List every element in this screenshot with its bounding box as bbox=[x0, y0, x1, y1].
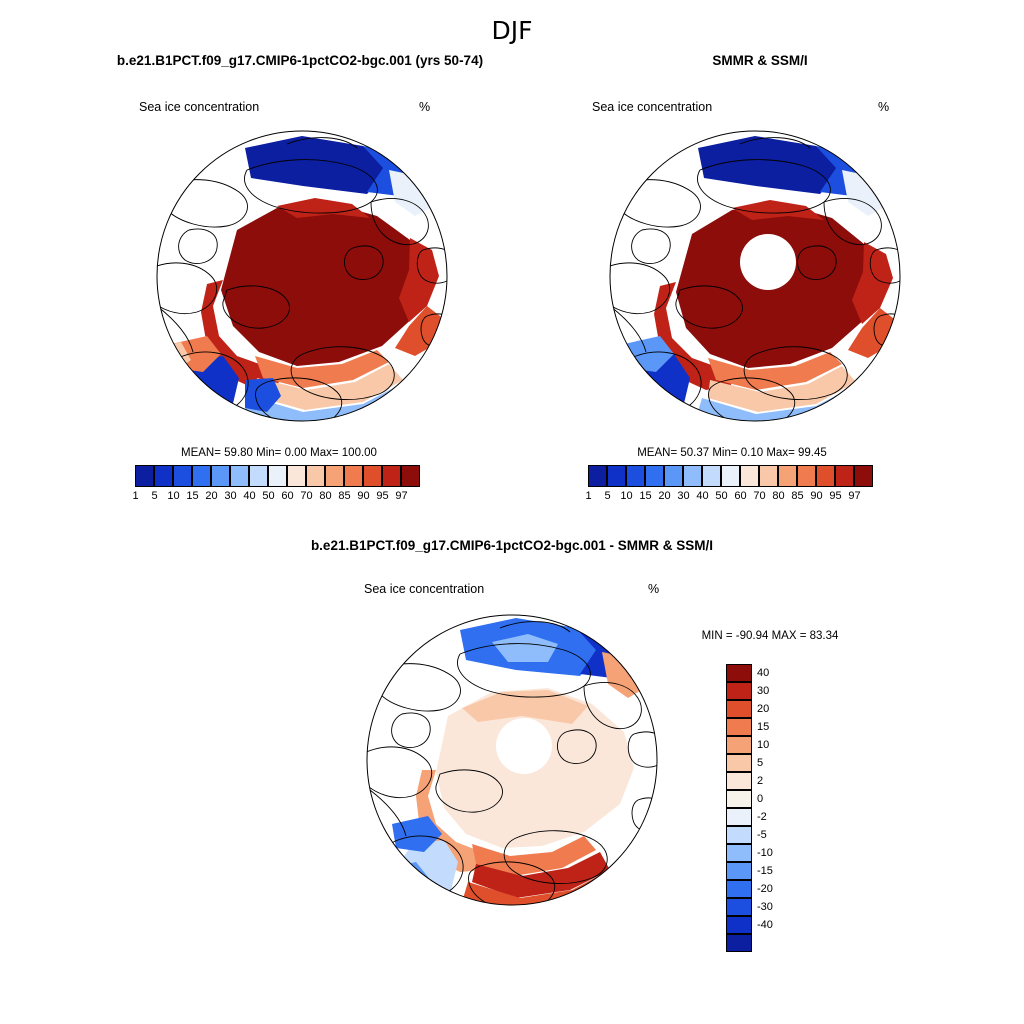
colorbar-obs bbox=[585, 465, 873, 502]
tick: 60 bbox=[734, 490, 747, 502]
colorbar-difference-row bbox=[726, 790, 773, 808]
colorbar-model bbox=[132, 465, 420, 502]
figure-title: DJF bbox=[491, 16, 533, 45]
tick: 50 bbox=[262, 490, 275, 502]
tick: 15 bbox=[639, 490, 652, 502]
tick: -5 bbox=[757, 829, 767, 841]
colorbar-difference-row bbox=[726, 682, 773, 700]
tick: 97 bbox=[395, 490, 408, 502]
tick: -20 bbox=[757, 883, 773, 895]
colorbar-difference-row bbox=[726, 736, 773, 754]
tick: 5 bbox=[757, 757, 764, 769]
panel-stats-difference: MIN = -90.94 MAX = 83.34 bbox=[701, 630, 839, 642]
tick: 60 bbox=[281, 490, 294, 502]
panel-title-obs: SMMR & SSM/I bbox=[712, 53, 808, 68]
colorbar-obs-cells bbox=[588, 465, 873, 487]
tick: 2 bbox=[757, 775, 764, 787]
tick: 5 bbox=[151, 490, 158, 502]
panel-units-label-model: % bbox=[419, 100, 431, 114]
tick: 70 bbox=[300, 490, 313, 502]
tick: -15 bbox=[757, 865, 773, 877]
panel-stats-obs: MEAN= 50.37 Min= 0.10 Max= 99.45 bbox=[637, 447, 827, 459]
colorbar-difference-row bbox=[726, 844, 773, 862]
tick: -30 bbox=[757, 901, 773, 913]
map-model bbox=[127, 130, 477, 430]
tick: 70 bbox=[753, 490, 766, 502]
panel-stats-model: MEAN= 59.80 Min= 0.00 Max= 100.00 bbox=[181, 447, 377, 459]
tick: 90 bbox=[357, 490, 370, 502]
tick: 40 bbox=[696, 490, 709, 502]
tick: -2 bbox=[757, 811, 767, 823]
tick: -40 bbox=[757, 919, 773, 931]
colorbar-obs-ticks bbox=[579, 490, 873, 502]
tick: 15 bbox=[186, 490, 199, 502]
tick: 95 bbox=[829, 490, 842, 502]
tick: 85 bbox=[338, 490, 351, 502]
tick: 30 bbox=[224, 490, 237, 502]
tick: 1 bbox=[132, 490, 139, 502]
tick: 40 bbox=[757, 667, 770, 679]
tick: 50 bbox=[715, 490, 728, 502]
panel-title-difference: b.e21.B1PCT.f09_g17.CMIP6-1pctCO2-bgc.001 - SMMR & SSM/I bbox=[310, 538, 714, 553]
panel-variable-label-model: Sea ice concentration bbox=[139, 100, 260, 114]
colorbar-difference-row bbox=[726, 772, 773, 790]
map-obs bbox=[580, 130, 930, 430]
colorbar-difference-row bbox=[726, 808, 773, 826]
panel-units-label-difference: % bbox=[648, 582, 660, 596]
colorbar-difference bbox=[726, 664, 773, 952]
tick: 20 bbox=[658, 490, 671, 502]
tick: 80 bbox=[319, 490, 332, 502]
tick: 80 bbox=[772, 490, 785, 502]
tick: 1 bbox=[585, 490, 592, 502]
tick: 10 bbox=[620, 490, 633, 502]
colorbar-difference-row bbox=[726, 934, 773, 952]
tick: 10 bbox=[757, 739, 770, 751]
panel-units-label-obs: % bbox=[878, 100, 890, 114]
panel-variable-label-difference: Sea ice concentration bbox=[364, 582, 485, 596]
tick: 95 bbox=[376, 490, 389, 502]
colorbar-difference-row bbox=[726, 826, 773, 844]
tick: 90 bbox=[810, 490, 823, 502]
tick: 30 bbox=[677, 490, 690, 502]
colorbar-difference-row bbox=[726, 664, 773, 682]
tick: 20 bbox=[757, 703, 770, 715]
colorbar-difference-row bbox=[726, 880, 773, 898]
tick: 85 bbox=[791, 490, 804, 502]
tick: 5 bbox=[604, 490, 611, 502]
tick: 97 bbox=[848, 490, 861, 502]
colorbar-model-cells bbox=[135, 465, 420, 487]
panel-title-model: b.e21.B1PCT.f09_g17.CMIP6-1pctCO2-bgc.001 (yrs 50-74) bbox=[116, 53, 484, 68]
tick: 40 bbox=[243, 490, 256, 502]
tick: 0 bbox=[757, 793, 764, 805]
tick: -10 bbox=[757, 847, 773, 859]
tick: 10 bbox=[167, 490, 180, 502]
colorbar-difference-row bbox=[726, 862, 773, 880]
colorbar-model-ticks bbox=[126, 490, 420, 502]
tick: 30 bbox=[757, 685, 770, 697]
colorbar-difference-row bbox=[726, 718, 773, 736]
colorbar-difference-row bbox=[726, 898, 773, 916]
map-difference bbox=[352, 612, 682, 912]
panel-variable-label-obs: Sea ice concentration bbox=[592, 100, 713, 114]
tick: 20 bbox=[205, 490, 218, 502]
colorbar-difference-row bbox=[726, 916, 773, 934]
colorbar-difference-row bbox=[726, 700, 773, 718]
tick: 15 bbox=[757, 721, 770, 733]
colorbar-difference-row bbox=[726, 754, 773, 772]
